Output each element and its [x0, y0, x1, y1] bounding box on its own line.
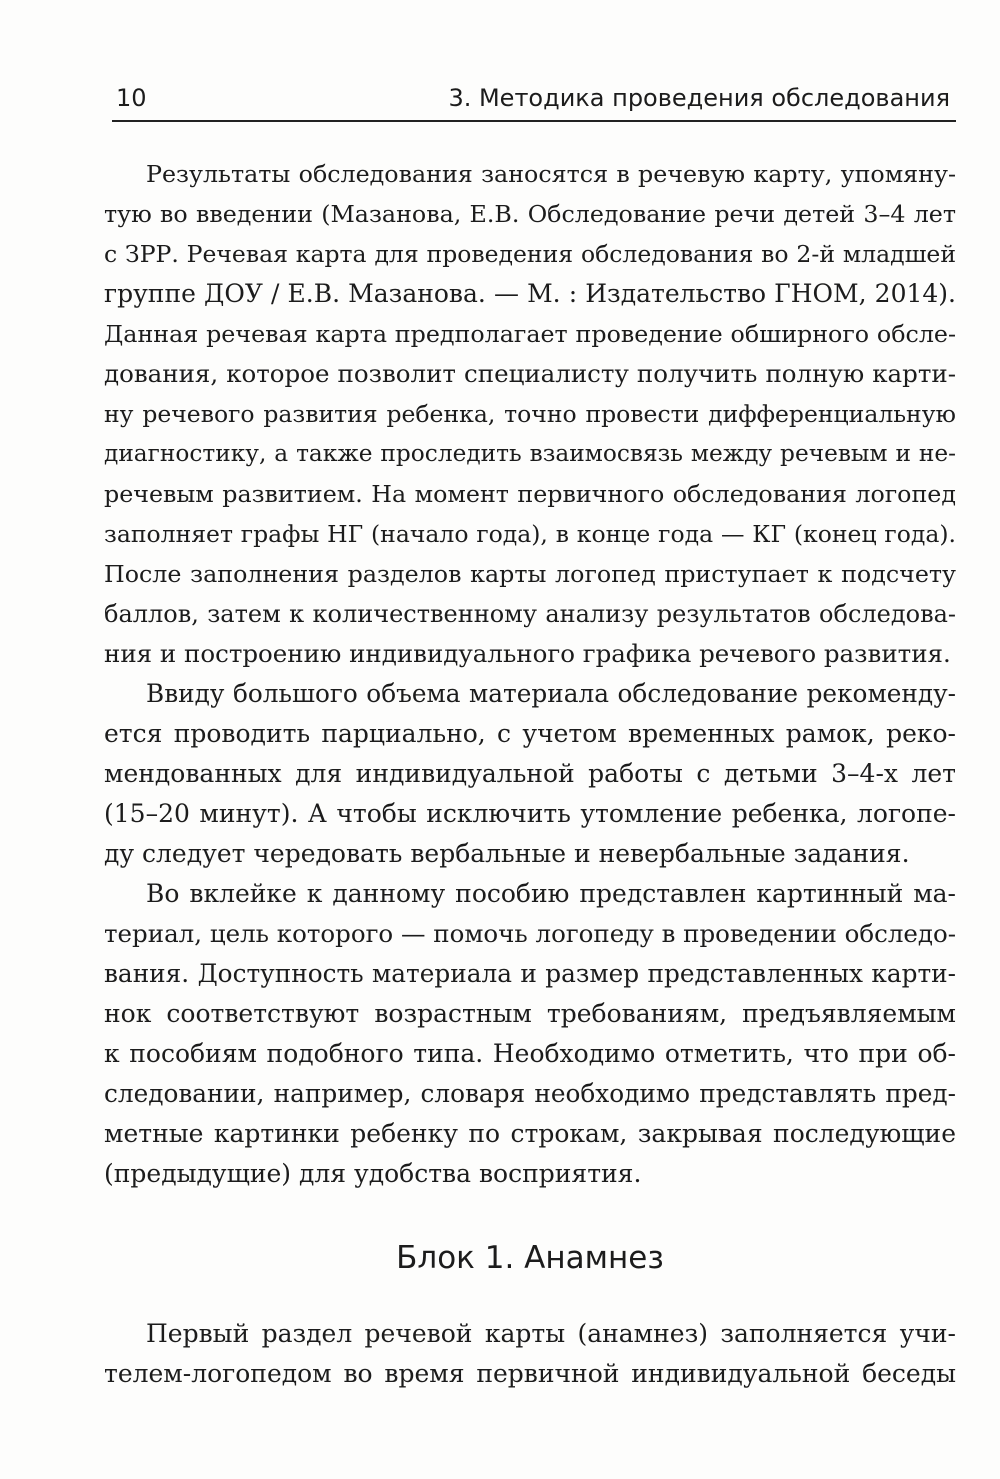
section-text [104, 1314, 956, 1394]
text-line: Первый раздел речевой карты (анамнез) заполняется учи- [146, 1319, 956, 1348]
section-heading: Блок 1. Анамнез [396, 1240, 664, 1276]
text-line: ну речевого развития ребенка, точно провести дифференциальную [104, 400, 956, 428]
text-line: вания. Доступность материала и размер представленных карти- [104, 959, 956, 988]
text-line: После заполнения разделов карты логопед приступает к подсчету [104, 560, 956, 588]
text-line: (предыдущие) для удобства восприятия. [104, 1159, 642, 1188]
text-line: группе ДОУ / Е.В. Мазанова. — М. : Издательство ГНОМ, 2014). [104, 279, 956, 308]
text-line: следовании, например, словаря необходимо представлять пред- [104, 1079, 956, 1108]
text-line: тую во введении (Мазанова, Е.В. Обследование речи детей 3–4 лет [104, 200, 956, 228]
main-text [104, 154, 956, 1194]
text-line: диагностику, а также проследить взаимосвязь между речевым и не- [104, 440, 956, 467]
text-line: мендованных для индивидуальной работы с детьми 3–4-х лет [104, 759, 956, 788]
text-line: речевым развитием. На момент первичного обследования логопед [104, 480, 956, 508]
page-number: 10 [116, 84, 147, 112]
text-line: (15–20 минут). А чтобы исключить утомление ребенка, логопе- [104, 799, 956, 828]
text-line: телем-логопедом во время первичной индивидуальной беседы [104, 1359, 956, 1388]
text-line: дования, которое позволит специалисту получить полную карти- [104, 359, 956, 388]
text-line: заполняет графы НГ (начало года), в конце года — КГ (конец года). [104, 520, 956, 548]
text-line: нок соответствуют возрастным требованиям, предъявляемым [104, 999, 956, 1028]
text-line: ния и построению индивидуального графика речевого развития. [104, 639, 951, 668]
text-line: к пособиям подобного типа. Необходимо отметить, что при об- [104, 1039, 956, 1068]
chapter-title: 3. Методика проведения обследования [448, 84, 950, 112]
text-line: с ЗРР. Речевая карта для проведения обследования во 2-й младшей [104, 240, 956, 268]
text-line: ется проводить парциально, с учетом временных рамок, реко- [104, 719, 956, 748]
text-line: Ввиду большого объема материала обследование рекоменду- [146, 679, 956, 708]
text-line: метные картинки ребенку по строкам, закрывая последующие [104, 1119, 956, 1148]
text-line: териал, цель которого — помочь логопеду в проведении обследо- [104, 919, 956, 948]
text-line: баллов, затем к количественному анализу результатов обследова- [104, 600, 956, 628]
running-header [112, 70, 956, 122]
text-line: Во вклейке к данному пособию представлен картинный ма- [146, 879, 956, 908]
text-line: Данная речевая карта предполагает проведение обширного обсле- [104, 320, 956, 348]
text-line: Результаты обследования заносятся в речевую карту, упомяну- [146, 160, 956, 188]
text-line: ду следует чередовать вербальные и невербальные задания. [104, 839, 910, 868]
